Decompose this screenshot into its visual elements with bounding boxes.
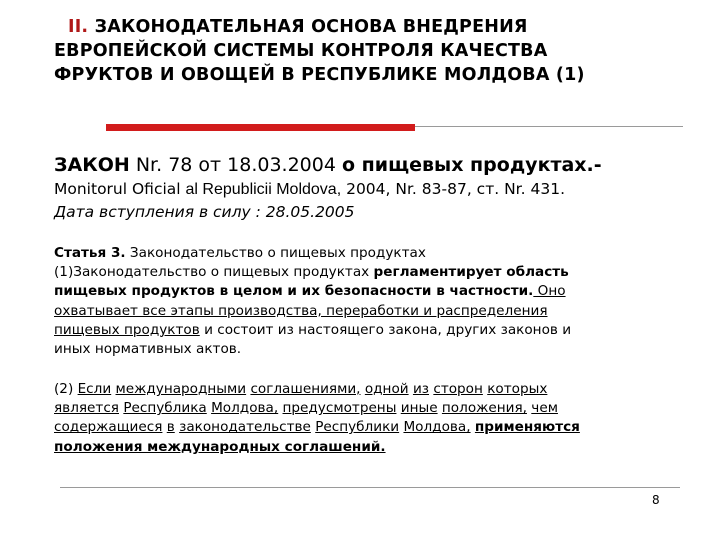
article-3 [54,244,688,359]
article-p1-line: (1)Законодательство о пищевых продуктах регламентирует область [54,264,569,281]
article-heading: Статья 3. Законодательство о пищевых продуктах [54,245,426,261]
law-publication: Monitorul Oficial al Republicii Moldova, 2004, Nr. 83-87, ст. Nr. 431. [54,180,565,198]
title-underline-accent [106,124,415,131]
title-line-3: ФРУКТОВ И ОВОЩЕЙ В РЕСПУБЛИКЕ МОЛДОВА (1) [54,65,585,85]
section-number: II. [68,17,89,37]
law-reference [54,152,694,223]
footer-rule [60,487,680,488]
law-effective-date: Дата вступления в силу : 28.05.2005 [54,203,355,221]
article-p2-line: содержащиеся в законодательстве Республики Молдова, применяются [54,419,580,436]
article-p1-line: иных нормативных актов. [54,341,242,358]
article-p1-line: пищевых продуктов в целом и их безопасности в частности. Оно [54,283,566,300]
article-p1-line: пищевых продуктов и состоит из настоящего закона, других законов и [54,321,572,338]
title-line-2: ЕВРОПЕЙСКОЙ СИСТЕМЫ КОНТРОЛЯ КАЧЕСТВА [54,41,548,61]
law-title: ЗАКОН Nr. 78 от 18.03.2004 о пищевых продуктах.- [54,154,602,176]
title-underline-rule [415,126,683,127]
article-p2-line: (2) Если международными соглашениями, одной из сторон которых [54,381,548,397]
article-p1-line: охватывает все этапы производства, переработки и распределения [54,302,548,319]
law-subject: о пищевых продуктах.- [341,154,602,176]
title-line-1: II. ЗАКОНОДАТЕЛЬНАЯ ОСНОВА ВНЕДРЕНИЯ [68,17,528,37]
article-p2-line: положения международных соглашений. [54,438,386,455]
article-p2-line: является Республика Молдова, предусмотрены иные положения, чем [54,400,558,417]
slide-title [54,15,694,87]
page-number: 8 [652,493,660,507]
article-p2 [54,380,684,457]
